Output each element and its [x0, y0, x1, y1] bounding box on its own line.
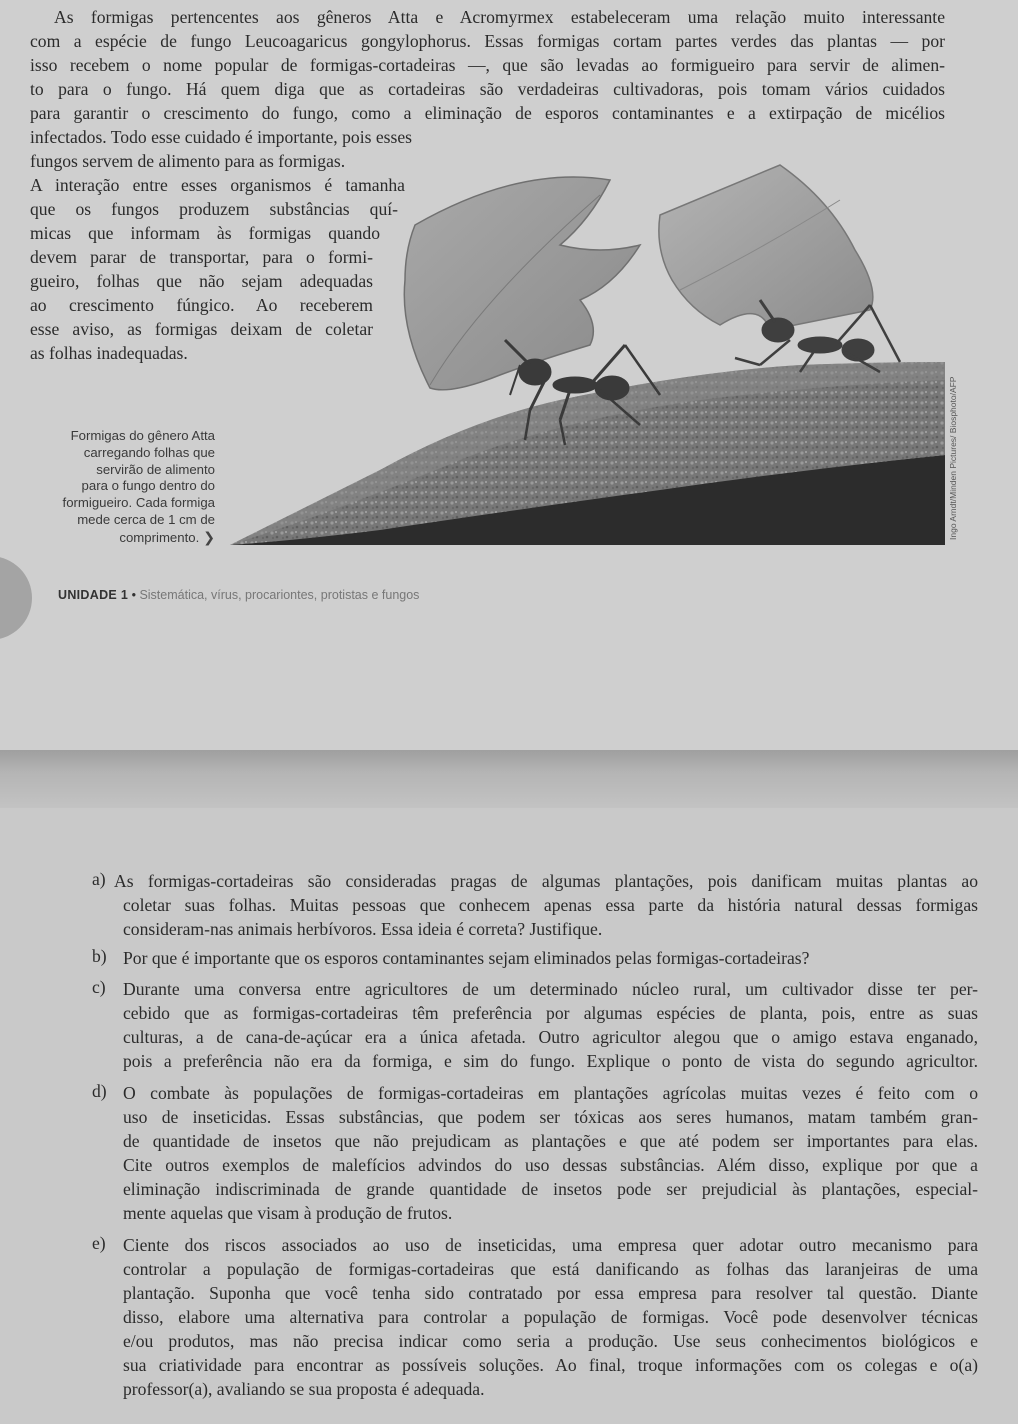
question-letter: e) — [92, 1233, 106, 1253]
question-line: mente aquelas que visam à produção de frutos. — [123, 1203, 453, 1223]
unit-subtitle: Sistemática, vírus, procariontes, protistas e fungos — [139, 588, 420, 602]
wrap-line: esse aviso, as formigas deixam de coletar — [30, 319, 373, 339]
intro-line: As formigas pertencentes aos gêneros Atta e Acromyrmex estabeleceram uma relação muito interessante — [54, 7, 945, 27]
question-line: As formigas-cortadeiras são consideradas pragas de algumas plantações, pois danificam muitas plantas ao — [114, 871, 978, 891]
caption-line: servirão de alimento — [96, 461, 215, 477]
unit-bullet: • — [131, 588, 136, 602]
question-line: Cite outros exemplos de malefícios advindos do uso dessas substâncias. Além disso, explique por que a — [123, 1155, 978, 1175]
question-letter: c) — [92, 977, 106, 997]
question-line: sua criatividade para encontrar as possíveis soluções. Ao final, troque informações com os colegas e o(a) — [123, 1355, 978, 1375]
question-line: e/ou produtos, mas não precisa indicar como seria a produção. Use seus conhecimentos biológicos e — [123, 1331, 978, 1351]
wrap-line: ao crescimento fúngico. Ao receberem — [30, 295, 373, 315]
question-line: Por que é importante que os esporos contaminantes sejam eliminados pelas formigas-cortadeiras? — [123, 948, 810, 968]
question-line: O combate às populações de formigas-cortadeiras em plantações agrícolas muitas vezes é feito com o — [123, 1083, 978, 1103]
caption-line: comprimento. — [119, 529, 200, 545]
question-line: controlar a população de formigas-cortadeiras que está danificando as folhas das laranjeiras de uma — [123, 1259, 978, 1279]
caption-arrow-icon: ❯ — [203, 528, 215, 545]
question-line: plantação. Suponha que você tenha sido contratado por essa empresa para resolver tal questão. Diante — [123, 1283, 978, 1303]
wrap-line: micas que informam às formigas quando — [30, 223, 380, 243]
question-line: professor(a), avaliando se sua proposta é adequada. — [123, 1379, 485, 1399]
question-line: uso de inseticidas. Essas substâncias, que podem ser tóxicas aos seres humanos, matam também gran- — [123, 1107, 978, 1127]
intro-line: infectados. Todo esse cuidado é importante, pois esses — [30, 127, 412, 147]
photo-credit: Ingo Arndt/Minden Pictures/ Biosphoto/AFP — [948, 376, 958, 540]
question-line: cebido que as formigas-cortadeiras têm preferência por algumas espécies de planta, pois, entre as suas — [123, 1003, 978, 1023]
question-line: de quantidade de insetos que não prejudicam as plantações e que até podem ser importantes para elas. — [123, 1131, 978, 1151]
intro-line: to para o fungo. Há quem diga que as cortadeiras são verdadeiras cultivadoras, pois tomam vários cuidados — [30, 79, 945, 99]
wrap-line: fungos servem de alimento para as formigas. — [30, 151, 346, 171]
question-letter: d) — [92, 1081, 107, 1101]
question-line: coletar suas folhas. Muitas pessoas que conhecem apenas essa parte da história natural dessas formigas — [123, 895, 978, 915]
question-letter: a) — [92, 869, 106, 889]
wrap-line: gueiro, folhas que não sejam adequadas — [30, 271, 373, 291]
question-line: disso, elabore uma alternativa para controlar a população de formigas. Você pode desenvolver técnicas — [123, 1307, 978, 1327]
unit-footer — [58, 588, 419, 602]
question-line: Durante uma conversa entre agricultores de um determinado núcleo rural, um cultivador disse ter per- — [123, 979, 978, 999]
question-line: Ciente dos riscos associados ao uso de inseticidas, uma empresa quer adotar outro mecanismo para — [123, 1235, 978, 1255]
wrap-line: as folhas inadequadas. — [30, 343, 188, 363]
photo-caption — [0, 428, 215, 547]
caption-line: Formigas do gênero Atta — [70, 428, 215, 443]
question-line: culturas, a de cana-de-açúcar era a única afetada. Outro agricultor alegou que o amigo estava enganado, — [123, 1027, 978, 1047]
caption-line: carregando folhas que — [83, 444, 215, 460]
unit-label: UNIDADE 1 — [58, 588, 129, 602]
page-gap — [0, 750, 1018, 808]
intro-line: com a espécie de fungo Leucoagaricus gongylophorus. Essas formigas cortam partes verdes das plantas — por — [30, 31, 945, 51]
caption-line: para o fungo dentro do — [81, 478, 215, 494]
question-line: consideram-nas animais herbívoros. Essa ideia é correta? Justifique. — [123, 919, 603, 939]
question-letter: b) — [92, 946, 107, 966]
wrap-line: A interação entre esses organismos é tamanha — [30, 175, 405, 195]
leaf-right — [659, 165, 873, 330]
caption-line: formigueiro. Cada formiga — [62, 495, 215, 511]
wrap-line: devem parar de transportar, para o formi- — [30, 247, 373, 267]
question-line: pois a preferência não era da formiga, e sim do fungo. Explique o ponto de vista do segundo agricultor. — [123, 1051, 978, 1071]
caption-line: mede cerca de 1 cm de — [77, 511, 215, 527]
wrap-line: que os fungos produzem substâncias quí- — [30, 199, 398, 219]
intro-line: isso recebem o nome popular de formigas-cortadeiras —, que são levadas ao formigueiro para servir de alimen- — [30, 55, 945, 75]
question-line: eliminação indiscriminada de grande quantidade de insetos pode ser prejudicial às plantações, especial- — [123, 1179, 978, 1199]
intro-line: para garantir o crescimento do fungo, como a eliminação de esporos contaminantes e a extirpação de micélios — [30, 103, 945, 123]
